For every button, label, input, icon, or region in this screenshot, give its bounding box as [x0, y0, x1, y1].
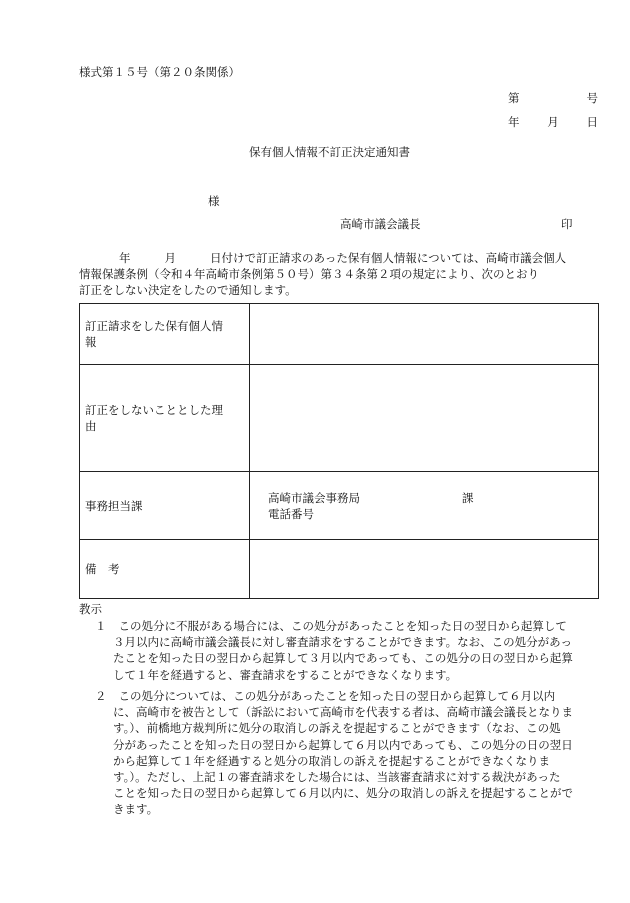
row-label-office: 事務担当課 — [80, 472, 250, 540]
row-value-office — [250, 472, 599, 540]
intro-line1: 日付けで訂正請求のあった保有個人情報については、高崎市議会個人 — [210, 251, 567, 265]
office-phone: 電話番号 — [268, 506, 314, 521]
table-row — [80, 472, 599, 540]
note-item-2: ２ この処分については、この処分があったことを知った日の翌日から起算して６月以内 に、高崎市を被告として（訴訟において高崎市を代表する者は、高崎市議会議長となりま す。）、前橋地方裁判所に処分の取消しの訴えを提起することができます（なお、この処 分があったことを知った日の翌日から起算して６月以内であっても、この処分の日の翌日 から起算して１年を経過すると処分の取消しの訴えを提起することができなくなりま す。）。ただし、上記１の審査請求をした場合には、当該審査請求に対する裁決があった ことを知った日の翌日から起算して６月以内に、処分の取消しの訴えを提起することがで きます。 — [95, 689, 573, 817]
date-day: 日 — [586, 115, 598, 129]
table-row — [80, 540, 599, 599]
document-number — [508, 90, 598, 106]
note-number: １ — [95, 619, 107, 633]
document-date — [508, 114, 598, 130]
info-table — [79, 303, 599, 599]
intro-paragraph — [79, 250, 599, 298]
table-row — [80, 365, 599, 472]
notes-heading: 教示 — [79, 602, 102, 616]
intro-year: 年 — [119, 251, 131, 265]
note-item-1: １ この処分に不服がある場合には、この処分があったことを知った日の翌日から起算して ３月以内に高崎市議会議長に対し審査請求をすることができます。なお、この処分があっ たことを知った日の翌日から起算して３月以内であっても、この処分の日の翌日から起算 して１年を経過すると、審査請求をすることができなくなります。 — [95, 619, 573, 682]
intro-line3: 訂正をしない決定をしたので通知します。 — [79, 283, 297, 297]
form-id: 様式第１５号（第２０条関係） — [79, 65, 240, 79]
row-value-reason[interactable] — [250, 365, 599, 472]
row-value-remarks[interactable] — [250, 540, 599, 599]
intro-month: 月 — [164, 251, 176, 265]
office-name: 高崎市議会事務局 — [268, 490, 360, 505]
office-section: 課 — [462, 490, 474, 505]
recipient: 様 — [208, 194, 220, 208]
seal-mark: 印 — [561, 217, 573, 231]
table-row — [80, 304, 599, 365]
date-year: 年 — [508, 115, 520, 129]
document-title: 保有個人情報不訂正決定通知書 — [249, 145, 410, 159]
date-month: 月 — [547, 115, 559, 129]
row-label-reason: 訂正をしないこととした理 由 — [80, 365, 250, 472]
issuer: 高崎市議会議長 — [340, 217, 421, 231]
row-label-remarks: 備 考 — [80, 540, 250, 599]
row-value-requested-info[interactable] — [250, 304, 599, 365]
number-label: 第 — [508, 91, 520, 105]
row-label-requested-info: 訂正請求をした保有個人情 報 — [80, 304, 250, 365]
intro-line2: 情報保護条例（令和４年高崎市条例第５０号）第３４条第２項の規定により、次のとおり — [79, 267, 539, 281]
number-suffix: 号 — [586, 91, 598, 105]
note-number: ２ — [95, 689, 107, 703]
